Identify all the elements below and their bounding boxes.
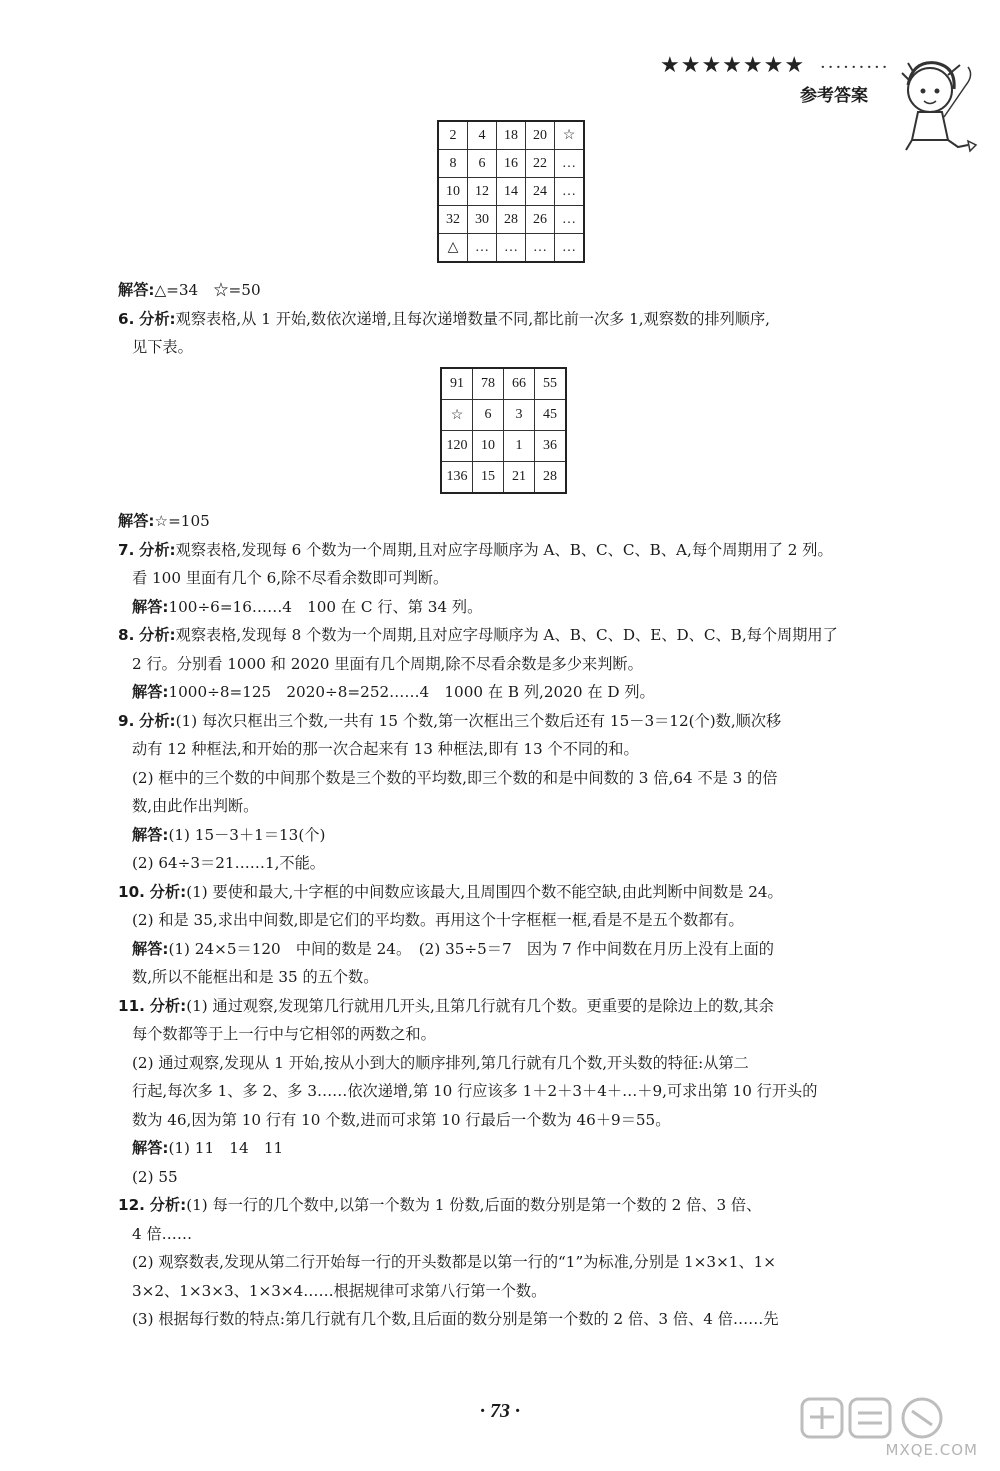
answer-text: (1) 15－3＋1＝13(个) <box>168 825 326 844</box>
grid-cell: … <box>526 234 555 263</box>
number-grid-2 <box>440 367 567 494</box>
answer-line <box>118 678 898 707</box>
answer-label: 解答: <box>132 939 169 958</box>
grid-cell: 45 <box>535 400 567 431</box>
grid-cell: 10 <box>473 431 504 462</box>
answer-line <box>118 593 898 622</box>
grid-cell: △ <box>438 234 468 263</box>
answer-label: 解答: <box>132 1139 169 1157</box>
grid-cell: 120 <box>441 431 473 462</box>
answer-text: 1000÷8=125 2020÷8=252……4 1000 在 B 列,2020 在 D 列。 <box>168 683 655 701</box>
analysis-text: 数为 46,因为第 10 行有 10 个数,进而可求第 10 行最后一个数为 46＋9＝55。 <box>132 1110 671 1129</box>
analysis-text: 看 100 里面有几个 6,除不尽看余数即可判断。 <box>132 569 449 587</box>
analysis-text: (1) 每一行的几个数中,以第一个数为 1 份数,后面的数分别是第一个数的 2 倍、3 倍、 <box>186 1196 762 1214</box>
answer-text: (2) 64÷3＝21……1,不能。 <box>132 854 325 872</box>
analysis-text: 观察表格,发现每 6 个数为一个周期,且对应字母顺序为 A、B、C、C、B、A,每个周期用了 2 列。 <box>175 540 833 559</box>
question-number: 12. <box>118 1196 145 1214</box>
analysis-text: (2) 观察数表,发现从第二行开始每一行的开头数都是以第一行的“1”为标准,分别是 1×3×1、1× <box>132 1253 777 1271</box>
grid-cell: 66 <box>504 368 535 400</box>
answer-label: 解答: <box>132 597 169 616</box>
grid-cell: 28 <box>535 462 567 494</box>
answer-text: ☆=105 <box>154 512 210 530</box>
answer-label: 解答: <box>132 825 169 844</box>
question-number: 9. <box>118 711 135 730</box>
grid-cell: 136 <box>441 462 473 494</box>
page-number: · 73 · <box>480 1400 520 1422</box>
dot-leader: ········· <box>820 57 890 78</box>
page-header <box>650 45 980 155</box>
grid-cell: … <box>555 234 585 263</box>
grid-cell: 24 <box>526 178 555 206</box>
question-9 <box>118 707 898 736</box>
question-10 <box>118 878 898 907</box>
question-number: 11. <box>118 996 145 1015</box>
analysis-label: 分析: <box>139 626 176 644</box>
watermark-text: MXQE.COM <box>885 1441 978 1459</box>
analysis-text: 数,由此作出判断。 <box>132 797 259 815</box>
grid-cell: 30 <box>468 206 497 234</box>
answer-line <box>118 935 898 964</box>
grid-cell: 6 <box>468 150 497 178</box>
answer-label: 解答: <box>118 281 155 299</box>
analysis-text: (1) 通过观察,发现第几行就用几开头,且第几行就有几个数。更重要的是除边上的数,其余 <box>186 996 774 1015</box>
grid-cell: 28 <box>497 206 526 234</box>
grid-cell: 6 <box>473 400 504 431</box>
answer-text: (1) 11 14 11 <box>168 1139 284 1157</box>
grid-cell: 78 <box>473 368 504 400</box>
grid-cell: 26 <box>526 206 555 234</box>
grid-cell: 2 <box>438 121 468 150</box>
grid-cell: 21 <box>504 462 535 494</box>
grid-cell: … <box>497 234 526 263</box>
section-main-text <box>118 507 898 1334</box>
watermark-badge-icon <box>798 1395 988 1445</box>
number-grid-1 <box>437 120 585 263</box>
watermark-logo <box>798 1395 988 1465</box>
mascot-girl-icon <box>888 45 980 155</box>
analysis-text: 见下表。 <box>132 338 193 356</box>
analysis-text: 4 倍…… <box>132 1224 193 1243</box>
answer-text: (2) 55 <box>132 1167 178 1186</box>
grid-cell: ☆ <box>441 400 473 431</box>
grid-cell: 20 <box>526 121 555 150</box>
grid-cell: 1 <box>504 431 535 462</box>
analysis-text: 动有 12 种框法,和开始的那一次合起来有 13 种框法,即有 13 个不同的和。 <box>132 740 639 758</box>
grid-cell: 12 <box>468 178 497 206</box>
grid-cell: 32 <box>438 206 468 234</box>
analysis-text: 观察表格,发现每 8 个数为一个周期,且对应字母顺序为 A、B、C、D、E、D、C、B,每个周期用了 <box>175 626 838 644</box>
grid-cell: ☆ <box>555 121 585 150</box>
grid-cell: 14 <box>497 178 526 206</box>
analysis-text: (3) 根据每行数的特点:第几行就有几个数,且后面的数分别是第一个数的 2 倍、3 倍、4 倍……先 <box>132 1310 779 1328</box>
analysis-label: 分析: <box>149 882 187 901</box>
answer-text: △=34 ☆=50 <box>154 281 261 299</box>
grid-cell: … <box>468 234 497 263</box>
answer-text: 100÷6=16……4 100 在 C 行、第 34 列。 <box>168 597 483 616</box>
header-title: 参考答案 <box>800 86 868 106</box>
answer-line <box>118 507 898 536</box>
grid-cell: 4 <box>468 121 497 150</box>
answer-line <box>118 1134 898 1163</box>
grid-cell: 22 <box>526 150 555 178</box>
analysis-label: 分析: <box>149 996 187 1015</box>
question-number: 6. <box>118 309 135 328</box>
section-q5-q6 <box>118 276 898 362</box>
analysis-label: 分析: <box>139 711 176 730</box>
grid-cell: 8 <box>438 150 468 178</box>
analysis-text: (2) 框中的三个数的中间那个数是三个数的平均数,即三个数的和是中间数的 3 倍,64 不是 3 的倍 <box>132 768 778 787</box>
question-6 <box>118 305 898 334</box>
answer-text: (1) 24×5＝120 中间的数是 24。 (2) 35÷5＝7 因为 7 作中间数在月历上没有上面的 <box>168 939 774 958</box>
answer-label: 解答: <box>132 683 169 701</box>
grid-cell: 91 <box>441 368 473 400</box>
answer-text: 数,所以不能框出和是 35 的五个数。 <box>132 968 379 986</box>
analysis-text: 每个数都等于上一行中与它相邻的两数之和。 <box>132 1025 436 1043</box>
answer-label: 解答: <box>118 512 155 530</box>
question-number: 10. <box>118 882 145 901</box>
answer-line <box>118 276 898 305</box>
analysis-label: 分析: <box>149 1196 187 1214</box>
grid-cell: 10 <box>438 178 468 206</box>
grid-cell: 15 <box>473 462 504 494</box>
grid-cell: 18 <box>497 121 526 150</box>
grid-cell: 16 <box>497 150 526 178</box>
grid-cell: 3 <box>504 400 535 431</box>
analysis-text: 3×2、1×3×3、1×3×4……根据规律可求第八行第一个数。 <box>132 1281 547 1300</box>
analysis-text: 观察表格,从 1 开始,数依次递增,且每次递增数量不同,都比前一次多 1,观察数的排列顺序, <box>175 309 770 328</box>
star-rating-decoration: ★★★★★★★ <box>660 53 806 78</box>
analysis-label: 分析: <box>139 540 176 559</box>
question-7 <box>118 536 898 565</box>
analysis-text: 行起,每次多 1、多 2、多 3……依次递增,第 10 行应该多 1＋2＋3＋4＋…＋9,可求出第 10 行开头的 <box>132 1082 818 1100</box>
analysis-text: (2) 和是 35,求出中间数,即是它们的平均数。再用这个十字框框一框,看是不是五个数都有。 <box>132 911 744 929</box>
analysis-text: (2) 通过观察,发现从 1 开始,按从小到大的顺序排列,第几行就有几个数,开头数的特征:从第二 <box>132 1053 749 1072</box>
question-number: 8. <box>118 626 135 644</box>
grid-cell: 36 <box>535 431 567 462</box>
analysis-text: (1) 要使和最大,十字框的中间数应该最大,且周围四个数不能空缺,由此判断中间数是 24。 <box>186 882 783 901</box>
question-number: 7. <box>118 540 135 559</box>
question-11 <box>118 992 898 1021</box>
analysis-text: 2 行。分别看 1000 和 2020 里面有几个周期,除不尽看余数是多少来判断。 <box>132 654 643 673</box>
grid-cell: … <box>555 178 585 206</box>
analysis-text: (1) 每次只框出三个数,一共有 15 个数,第一次框出三个数后还有 15－3＝12(个)数,顺次移 <box>175 711 782 730</box>
question-12 <box>118 1191 898 1220</box>
grid-cell: … <box>555 206 585 234</box>
grid-cell: 55 <box>535 368 567 400</box>
analysis-label: 分析: <box>139 309 176 328</box>
question-8 <box>118 621 898 650</box>
grid-cell: … <box>555 150 585 178</box>
answer-line <box>118 821 898 850</box>
